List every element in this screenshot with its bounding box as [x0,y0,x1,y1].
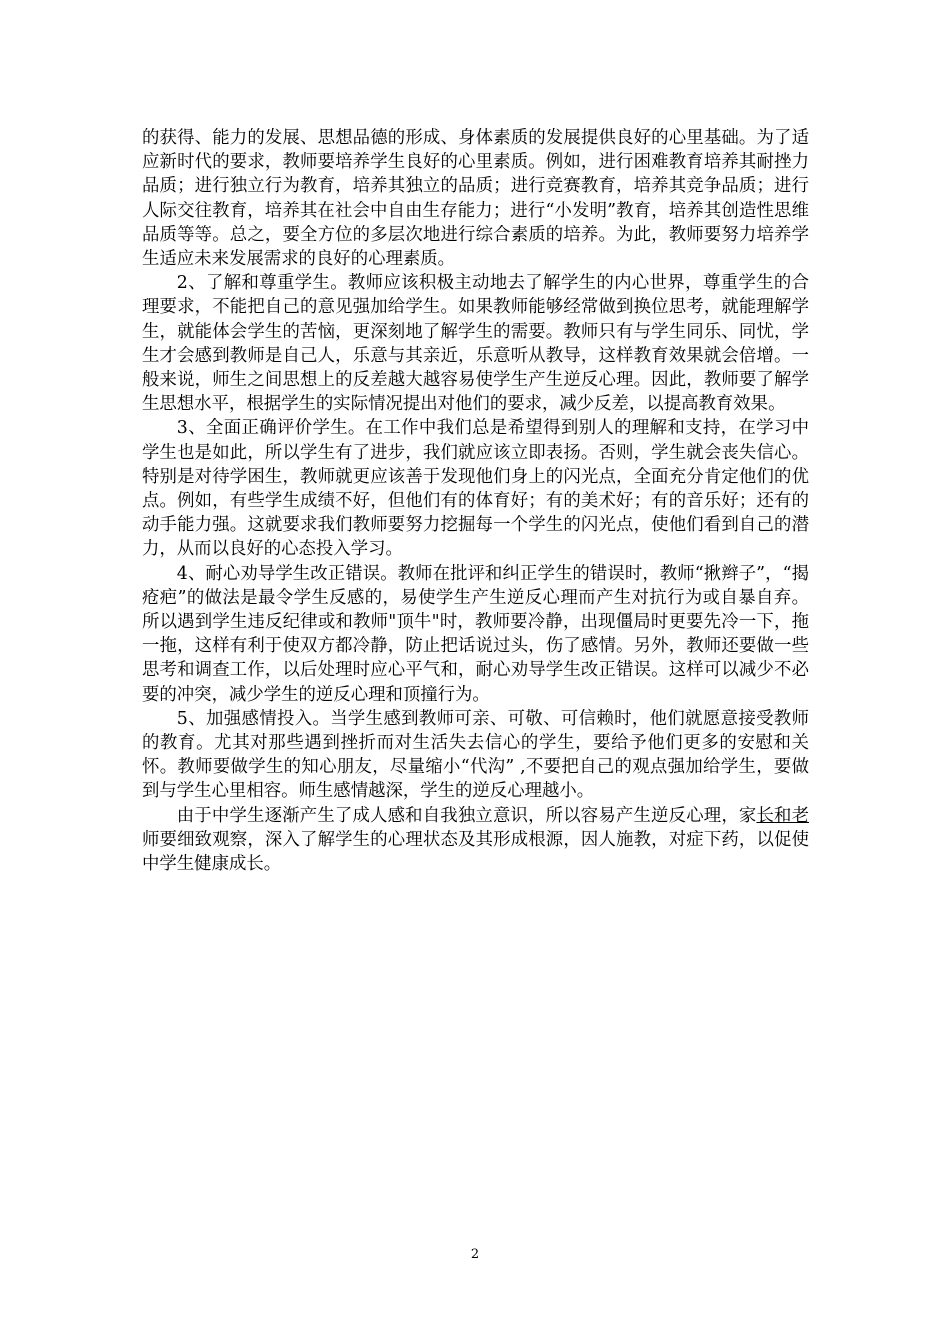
paragraph-continuation: 的获得、能力的发展、思想品德的形成、身体素质的发展提供良好的心里基础。为了适应新时代的要求，教师要培养学生良好的心里素质。例如，进行困难教育培养其耐挫力品质；进行独立行为教育，培养其独立的品质；进行竞赛教育，培养其竞争品质；进行人际交往教育，培养其在社会中自由生存能力；进行“小发明”教育，培养其创造性思维品质等等。总之，要全方位的多层次地进行综合素质的培养。为此，教师要努力培养学生适应未来发展需求的良好的心理素质。 [142,128,809,270]
paragraph-emotional-investment: 5、加强感情投入。当学生感到教师可亲、可敬、可信赖时，他们就愿意接受教师的教育。尤其对那些遇到挫折而对生活失去信心的学生，要给予他们更多的安慰和关怀。教师要做学生的知心朋友，尽量缩小“代沟” ,不要把自己的观点强加给学生，要做到与学生心里相容。师生感情越深，学生的逆反心理越小。 [142,708,809,802]
paragraph-correct-errors: 4、耐心劝导学生改正错误。教师在批评和纠正学生的错误时，教师“揪辫子”，“揭疮疤”的做法是最令学生反感的，易使学生产生逆反心理而产生对抗行为或自暴自弃。所以遇到学生违反纪律或和教师"顶牛"时，教师要冷静，出现僵局时更要先冷一下，拖一拖，这样有利于使双方都冷静，防止把话说过头，伤了感情。另外，教师还要做一些思考和调查工作，以后处理时应心平气和，耐心劝导学生改正错误。这样可以减少不必要的冲突，减少学生的逆反心理和顶撞行为。 [142,563,809,705]
body-text [142,126,809,876]
conclusion-text-after: 师要细致观察，深入了解学生的心理状态及其形成根源，因人施教，对症下药，以促使中学生健康成长。 [142,829,809,875]
page-number: 2 [470,1247,480,1262]
conclusion-underlined-text: 长和老 [756,805,809,826]
paragraph-conclusion [142,804,809,877]
paragraph-evaluate-students: 3、全面正确评价学生。在工作中我们总是希望得到别人的理解和支持，在学习中学生也是如此，所以学生有了进步，我们就应该立即表扬。否则，学生就会丧失信心。特别是对待学困生，教师就更应该善于发现他们身上的闪光点，全面充分肯定他们的优点。例如，有些学生成绩不好，但他们有的体育好；有的美术好；有的音乐好；还有的动手能力强。这就要求我们教师要努力挖掘每一个学生的闪光点，使他们看到自己的潜力，从而以良好的心态投入学习。 [142,418,809,560]
paragraph-understand-respect-students: 2、了解和尊重学生。教师应该积极主动地去了解学生的内心世界，尊重学生的合理要求，不能把自己的意见强加给学生。如果教师能够经常做到换位思考，就能理解学生，就能体会学生的苦恼，更深刻地了解学生的需要。教师只有与学生同乐、同忧，学生才会感到教师是自己人，乐意与其亲近，乐意听从教导，这样教育效果就会倍增。一般来说，师生之间思想上的反差越大越容易使学生产生逆反心理。因此，教师要了解学生思想水平，根据学生的实际情况提出对他们的要求，减少反差，以提高教育效果。 [142,273,809,415]
conclusion-text-before: 由于中学生逐渐产生了成人感和自我独立意识，所以容易产生逆反心理，家 [176,805,757,826]
